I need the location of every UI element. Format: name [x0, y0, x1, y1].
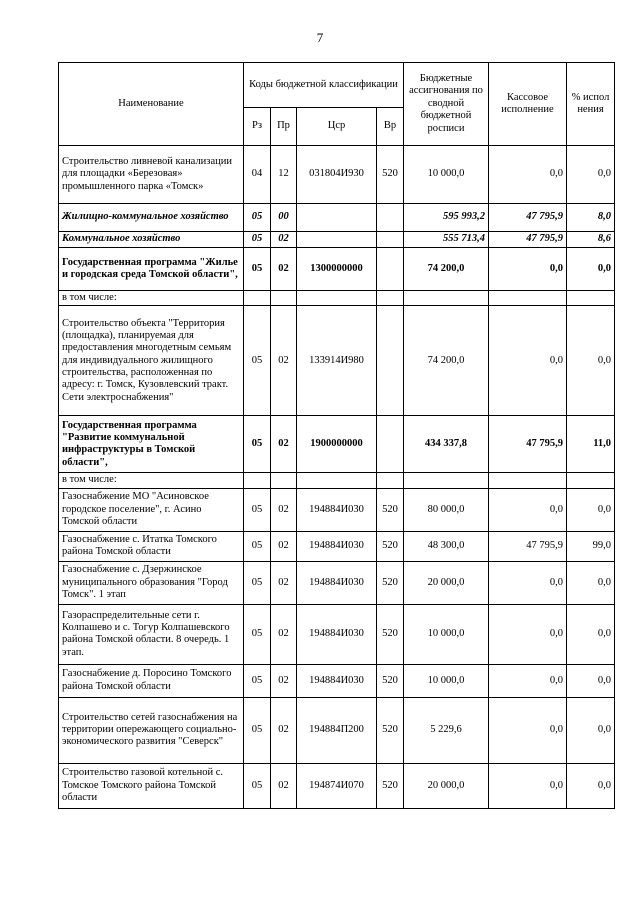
row-rz: 05	[244, 664, 271, 697]
row-assign: 595 993,2	[404, 204, 489, 232]
row-vr: 520	[377, 146, 404, 204]
row-pr: 02	[271, 763, 297, 808]
table-row	[59, 146, 615, 204]
row-csr: 194884И030	[297, 604, 377, 664]
row-pct: 11,0	[567, 416, 615, 473]
row-cash: 47 795,9	[489, 531, 567, 561]
row-assign: 20 000,0	[404, 561, 489, 604]
row-pr: 02	[271, 232, 297, 248]
row-assign: 434 337,8	[404, 416, 489, 473]
row-csr: 194884И030	[297, 664, 377, 697]
row-csr: 194884П200	[297, 697, 377, 763]
row-vr: 520	[377, 531, 404, 561]
row-rz: 05	[244, 232, 271, 248]
row-pr: 02	[271, 604, 297, 664]
header-rz: Рз	[244, 108, 271, 146]
row-subheading: в том числе:	[59, 473, 244, 488]
header-csr: Цср	[297, 108, 377, 146]
row-pr: 02	[271, 248, 297, 291]
row-vr: 520	[377, 763, 404, 808]
row-name: Газоснабжение д. Поросино Томского района Томской области	[59, 664, 244, 697]
row-rz: 05	[244, 604, 271, 664]
row-name: Газоснабжение с. Дзержинское муниципального образования "Город Томск". 1 этап	[59, 561, 244, 604]
row-name: Государственная программа "Жилье и городская среда Томской области",	[59, 248, 244, 291]
row-assign: 10 000,0	[404, 146, 489, 204]
row-cash: 47 795,9	[489, 204, 567, 232]
header-percent: % испол нения	[567, 63, 615, 146]
row-name: Газоснабжение МО "Асиновское городское поселение", г. Асино Томской области	[59, 488, 244, 531]
row-vr: 520	[377, 664, 404, 697]
row-assign: 74 200,0	[404, 248, 489, 291]
row-pct: 0,0	[567, 306, 615, 416]
row-name: Государственная программа "Развитие коммунальной инфраструктуры в Томской области",	[59, 416, 244, 473]
row-cash: 0,0	[489, 561, 567, 604]
row-name: Газоснабжение с. Итатка Томского района Томской области	[59, 531, 244, 561]
row-cash: 0,0	[489, 664, 567, 697]
row-pct: 0,0	[567, 488, 615, 531]
row-assign: 80 000,0	[404, 488, 489, 531]
row-name: Строительство объекта "Территория (площадка), планируемая для предоставления многодетным семьям для индивидуального жилищного строительства, расположенная по адресу: г. Томск, Кузовлевский тракт. Сети электроснабжения"	[59, 306, 244, 416]
row-csr: 194874И070	[297, 763, 377, 808]
row-vr: 520	[377, 604, 404, 664]
row-assign: 555 713,4	[404, 232, 489, 248]
row-assign: 20 000,0	[404, 763, 489, 808]
row-rz: 05	[244, 204, 271, 232]
row-cash: 47 795,9	[489, 232, 567, 248]
table-row	[59, 561, 615, 604]
row-name: Газораспределительные сети г. Колпашево и с. Тогур Колпашевского района Томской области. 8 очередь. 1 этап.	[59, 604, 244, 664]
row-pct: 0,0	[567, 604, 615, 664]
row-name: Строительство сетей газоснабжения на территории опережающего социально-экономического развития "Северск"	[59, 697, 244, 763]
row-rz: 05	[244, 416, 271, 473]
row-rz: 05	[244, 248, 271, 291]
table-row	[59, 531, 615, 561]
row-pct: 99,0	[567, 531, 615, 561]
row-subheading: в том числе:	[59, 291, 244, 306]
row-pct: 0,0	[567, 146, 615, 204]
row-vr	[377, 204, 404, 232]
header-vr: Вр	[377, 108, 404, 146]
table-row	[59, 306, 615, 416]
row-cash: 0,0	[489, 146, 567, 204]
row-assign: 48 300,0	[404, 531, 489, 561]
row-cash: 0,0	[489, 604, 567, 664]
row-name: Строительство газовой котельной с. Томское Томского района Томской области	[59, 763, 244, 808]
row-csr: 031804И930	[297, 146, 377, 204]
table-row	[59, 204, 615, 232]
row-cash: 0,0	[489, 306, 567, 416]
row-vr	[377, 416, 404, 473]
row-pr: 02	[271, 664, 297, 697]
row-rz: 05	[244, 561, 271, 604]
row-pct: 0,0	[567, 561, 615, 604]
row-pct: 0,0	[567, 664, 615, 697]
row-vr	[377, 306, 404, 416]
row-cash: 0,0	[489, 248, 567, 291]
row-vr: 520	[377, 488, 404, 531]
header-pr: Пр	[271, 108, 297, 146]
row-rz: 05	[244, 763, 271, 808]
row-csr: 133914И980	[297, 306, 377, 416]
header-codes-group: Коды бюджетной классификации	[244, 63, 404, 108]
row-pr: 02	[271, 561, 297, 604]
row-vr	[377, 232, 404, 248]
row-csr: 194884И030	[297, 561, 377, 604]
row-pct: 0,0	[567, 248, 615, 291]
table-row	[59, 232, 615, 248]
row-pr: 00	[271, 204, 297, 232]
row-assign: 74 200,0	[404, 306, 489, 416]
table-row	[59, 473, 615, 488]
row-cash: 47 795,9	[489, 416, 567, 473]
table-row	[59, 697, 615, 763]
header-name: Наименование	[59, 63, 244, 146]
table-row	[59, 416, 615, 473]
row-vr: 520	[377, 561, 404, 604]
row-cash: 0,0	[489, 763, 567, 808]
row-csr: 194884И030	[297, 488, 377, 531]
row-csr: 1900000000	[297, 416, 377, 473]
row-rz: 04	[244, 146, 271, 204]
row-pct: 0,0	[567, 763, 615, 808]
row-rz: 05	[244, 531, 271, 561]
row-rz: 05	[244, 488, 271, 531]
row-rz: 05	[244, 697, 271, 763]
row-csr: 194884И030	[297, 531, 377, 561]
row-pct: 8,6	[567, 232, 615, 248]
row-pct: 0,0	[567, 697, 615, 763]
row-vr: 520	[377, 697, 404, 763]
table-row	[59, 248, 615, 291]
header-assignments: Бюджетные ассигнования по сводной бюджетной росписи	[404, 63, 489, 146]
row-assign: 5 229,6	[404, 697, 489, 763]
table-row	[59, 291, 615, 306]
row-name: Коммунальное хозяйство	[59, 232, 244, 248]
table-row	[59, 488, 615, 531]
table-row	[59, 664, 615, 697]
row-name: Строительство ливневой канализации для площадки «Березовая» промышленного парка «Томск»	[59, 146, 244, 204]
budget-table	[58, 62, 615, 809]
row-pr: 02	[271, 531, 297, 561]
row-cash: 0,0	[489, 697, 567, 763]
row-pr: 02	[271, 697, 297, 763]
row-pr: 12	[271, 146, 297, 204]
page-number: 7	[316, 30, 324, 45]
row-csr	[297, 204, 377, 232]
row-csr: 1300000000	[297, 248, 377, 291]
row-csr	[297, 232, 377, 248]
row-pr: 02	[271, 306, 297, 416]
row-name: Жилищно-коммунальное хозяйство	[59, 204, 244, 232]
row-pct: 8,0	[567, 204, 615, 232]
row-pr: 02	[271, 416, 297, 473]
row-vr	[377, 248, 404, 291]
row-pr: 02	[271, 488, 297, 531]
row-assign: 10 000,0	[404, 664, 489, 697]
header-cash-execution: Кассовое исполнение	[489, 63, 567, 146]
row-rz: 05	[244, 306, 271, 416]
table-row	[59, 763, 615, 808]
row-assign: 10 000,0	[404, 604, 489, 664]
row-cash: 0,0	[489, 488, 567, 531]
table-row	[59, 604, 615, 664]
